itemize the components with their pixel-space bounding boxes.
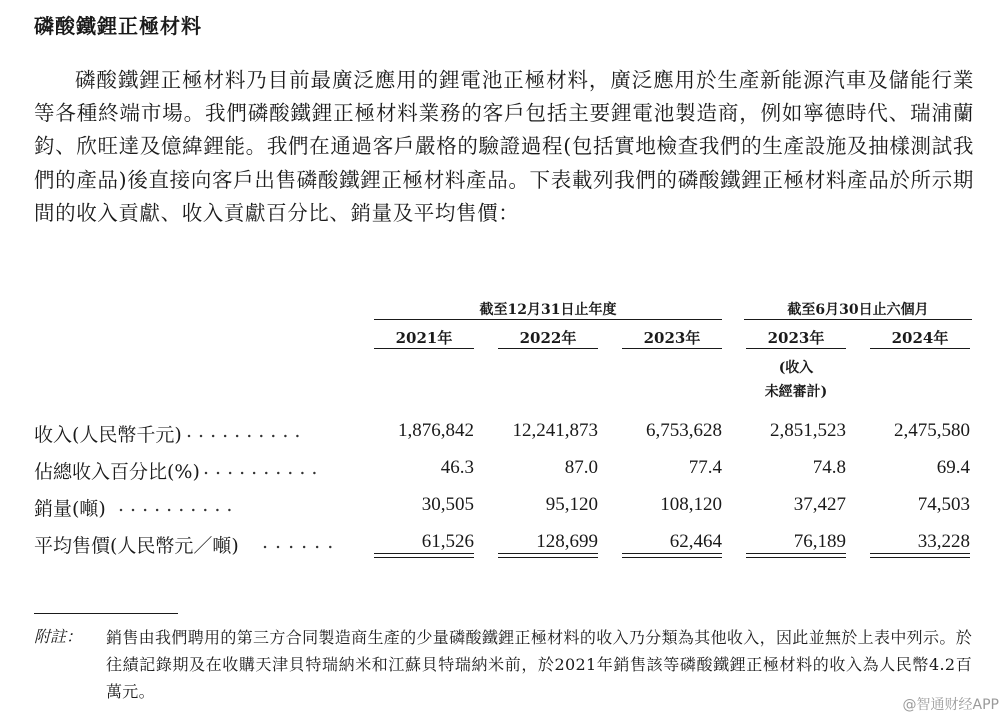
table-cell: 76,189 <box>793 531 846 552</box>
table-cell: 77.4 <box>688 457 722 478</box>
double-rule <box>374 553 474 558</box>
col-rule-2024-half <box>870 348 970 349</box>
row-label: 佔總收入百分比(%) <box>34 461 200 483</box>
table-cell: 30,505 <box>421 494 474 515</box>
table-cell: 37,427 <box>793 494 846 515</box>
table-cell: 74,503 <box>917 494 970 515</box>
double-rule <box>498 553 598 558</box>
double-rule <box>622 553 722 558</box>
footnote-label: 附註： <box>34 627 83 646</box>
table-cell: 62,464 <box>669 531 722 552</box>
section-heading: 磷酸鐵鋰正極材料 <box>34 14 202 38</box>
dot-leader: ...... <box>262 531 341 553</box>
row-label: 銷量(噸) <box>34 498 106 520</box>
col-header-2024-half: 2024年 <box>891 329 949 347</box>
unaudited-line-2: 未經審計) <box>764 384 828 400</box>
col-rule-2023-half <box>746 348 846 349</box>
row-label: 平均售價(人民幣元／噸) <box>34 535 239 557</box>
col-header-2023-half: 2023年 <box>767 329 825 347</box>
table-cell: 108,120 <box>660 494 722 515</box>
table-cell: 61,526 <box>421 531 474 552</box>
col-header-2023: 2023年 <box>643 329 701 347</box>
watermark: @智通财经APP <box>902 697 999 713</box>
table-cell: 74.8 <box>812 457 846 478</box>
dot-leader: .......... <box>186 420 307 442</box>
table-cell: 1,876,842 <box>398 420 474 441</box>
table-cell: 2,475,580 <box>894 420 970 441</box>
table-cell: 12,241,873 <box>512 420 598 441</box>
table-cell: 33,228 <box>917 531 970 552</box>
table-cell: 128,699 <box>536 531 598 552</box>
group-header-annual: 截至12月31日止年度 <box>479 302 617 318</box>
unaudited-line-1: (收入 <box>778 360 814 376</box>
group-header-half: 截至6月30日止六個月 <box>787 302 929 318</box>
unaudited-note <box>746 356 846 404</box>
footnote-divider <box>34 613 178 614</box>
footnote-text: 銷售由我們聘用的第三方合同製造商生產的少量磷酸鐵鋰正極材料的收入乃分類為其他收入，因此並無於上表中列示。於往績記錄期及在收購天津貝特瑞納米和江蘇貝特瑞納米前，於2021年銷售該等磷酸鐵鋰正極材料的收入為人民幣4.2百萬元。 <box>106 628 972 701</box>
col-header-2021: 2021年 <box>395 329 453 347</box>
table-cell: 87.0 <box>564 457 598 478</box>
body-paragraph: 磷酸鐵鋰正極材料乃目前最廣泛應用的鋰電池正極材料，廣泛應用於生產新能源汽車及儲能行業等各種終端市場。我們磷酸鐵鋰正極材料業務的客戶包括主要鋰電池製造商，例如寧德時代、瑞浦蘭鈞、欣旺達及億緯鋰能。我們在通過客戶嚴格的驗證過程(包括實地檢查我們的生產設施及抽樣測試我們的產品)後直接向客戶出售磷酸鐵鋰正極材料產品。下表載列我們的磷酸鐵鋰正極材料產品於所示期間的收入貢獻、收入貢獻百分比、銷量及平均售價： <box>34 68 974 225</box>
dot-leader: .......... <box>203 457 324 479</box>
row-label: 收入(人民幣千元) <box>34 424 182 446</box>
table-cell: 2,851,523 <box>770 420 846 441</box>
col-rule-2022 <box>498 348 598 349</box>
double-rule <box>746 553 846 558</box>
col-header-2022: 2022年 <box>519 329 577 347</box>
table-cell: 6,753,628 <box>646 420 722 441</box>
group-rule-annual <box>374 319 722 320</box>
col-rule-2023 <box>622 348 722 349</box>
double-rule <box>870 553 970 558</box>
table-cell: 69.4 <box>936 457 970 478</box>
table-cell: 46.3 <box>440 457 474 478</box>
table-cell: 95,120 <box>545 494 598 515</box>
group-rule-half <box>744 319 972 320</box>
dot-leader: .......... <box>118 494 239 516</box>
col-rule-2021 <box>374 348 474 349</box>
